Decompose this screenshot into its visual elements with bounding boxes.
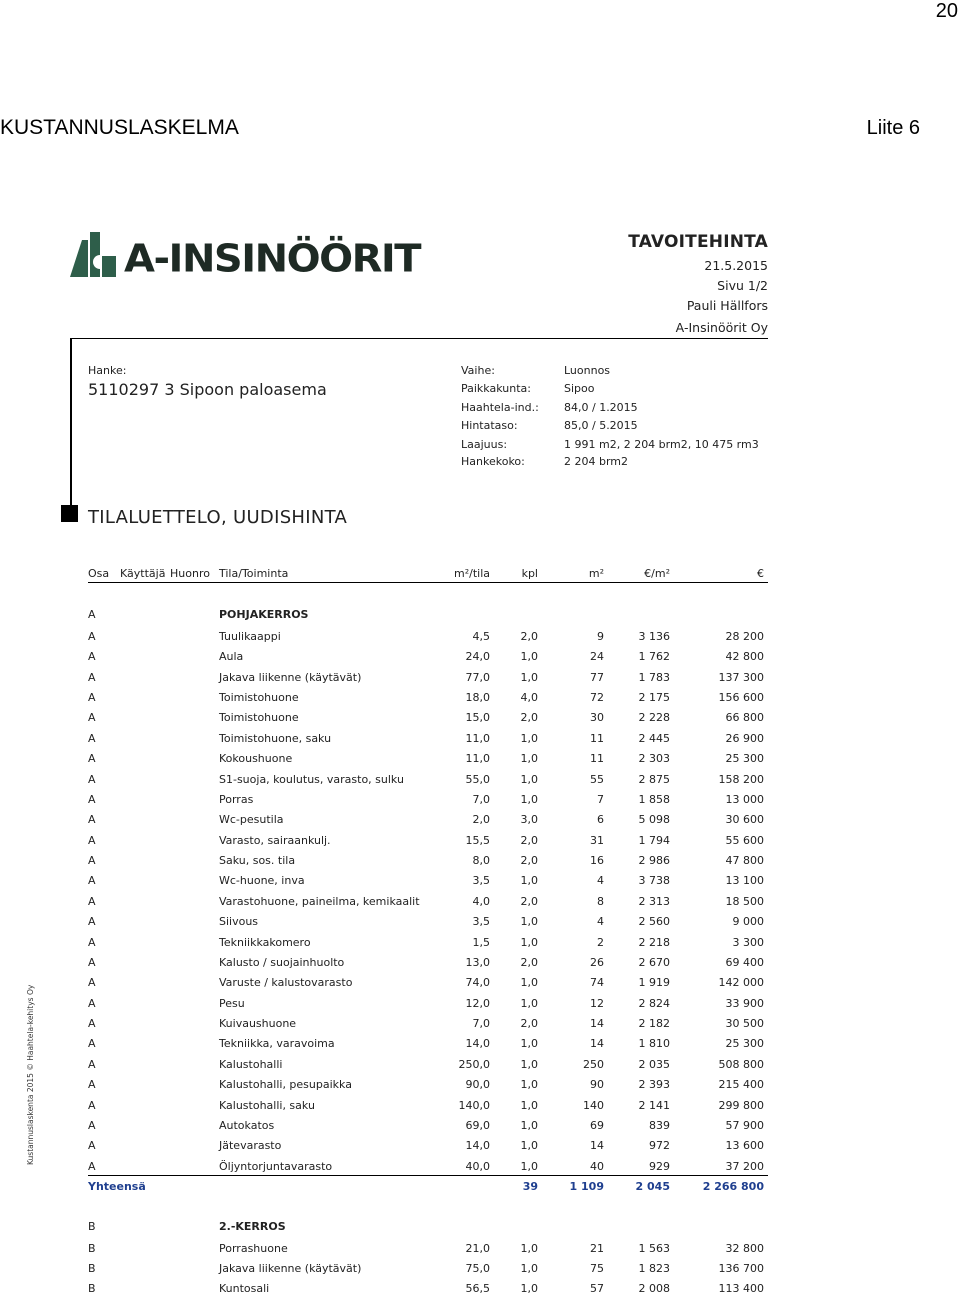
cell-eur-per-m2: 2 875 bbox=[638, 772, 670, 786]
cell-tila: Saku, sos. tila bbox=[219, 854, 296, 868]
cell-m2-per-tila: 56,5 bbox=[465, 1282, 490, 1296]
cell-eur: 32 800 bbox=[725, 1242, 764, 1255]
cell-m2-per-tila: 69,0 bbox=[465, 1118, 490, 1132]
total-eur-per-m2: 2 045 bbox=[635, 1180, 670, 1193]
cell-eur-per-m2: 2 303 bbox=[638, 752, 670, 766]
table-row bbox=[0, 895, 960, 911]
table-row bbox=[0, 1262, 960, 1278]
cell-osa: A bbox=[88, 1159, 96, 1173]
cell-m2: 11 bbox=[590, 731, 604, 745]
cell-kpl: 1,0 bbox=[520, 1057, 538, 1071]
info-value: 84,0 / 1.2015 bbox=[564, 401, 638, 414]
cell-eur-per-m2: 1 794 bbox=[638, 833, 670, 847]
cell-eur-per-m2: 1 810 bbox=[638, 1037, 670, 1051]
header-date: 21.5.2015 bbox=[704, 258, 768, 273]
cell-m2: 77 bbox=[590, 670, 604, 684]
cell-m2-per-tila: 75,0 bbox=[465, 1262, 490, 1276]
cell-osa: A bbox=[88, 935, 96, 949]
table-row bbox=[0, 1282, 960, 1298]
info-label: Hintataso: bbox=[461, 419, 518, 432]
cell-m2: 24 bbox=[590, 650, 604, 664]
cell-m2: 14 bbox=[590, 1037, 604, 1051]
cell-kpl: 2,0 bbox=[520, 1017, 538, 1031]
cell-eur: 13 600 bbox=[725, 1139, 764, 1153]
logo-text: A-INSINÖÖRIT bbox=[124, 237, 421, 281]
cell-eur: 13 000 bbox=[725, 792, 764, 806]
table-header-divider bbox=[88, 582, 768, 583]
cell-eur: 137 300 bbox=[718, 670, 764, 684]
cell-m2: 30 bbox=[590, 711, 604, 725]
cell-eur: 113 400 bbox=[718, 1282, 764, 1296]
cell-tila: S1-suoja, koulutus, varasto, sulku bbox=[219, 772, 404, 786]
table-row bbox=[0, 1160, 960, 1176]
info-value: 2 204 brm2 bbox=[564, 455, 629, 468]
cell-osa: A bbox=[88, 1118, 96, 1132]
cell-m2: 8 bbox=[597, 894, 604, 908]
cell-m2: 14 bbox=[590, 1139, 604, 1153]
cell-m2-per-tila: 74,0 bbox=[465, 976, 490, 990]
cell-tila: Autokatos bbox=[219, 1118, 275, 1132]
cell-m2: 26 bbox=[590, 955, 604, 969]
col-osa: Osa bbox=[88, 567, 110, 580]
cell-m2-per-tila: 12,0 bbox=[465, 996, 490, 1010]
cell-eur: 42 800 bbox=[725, 650, 764, 664]
cell-m2-per-tila: 8,0 bbox=[472, 854, 490, 868]
cell-eur: 158 200 bbox=[718, 772, 764, 786]
cell-eur: 9 000 bbox=[732, 915, 764, 929]
cell-m2-per-tila: 55,0 bbox=[465, 772, 490, 786]
cell-m2: 12 bbox=[590, 996, 604, 1010]
cell-tila: Wc-pesutila bbox=[219, 813, 284, 827]
cell-eur-per-m2: 2 445 bbox=[638, 731, 670, 745]
cell-tila: Toimistohuone bbox=[219, 691, 299, 705]
cell-eur-per-m2: 929 bbox=[649, 1159, 670, 1173]
cell-m2-per-tila: 4,0 bbox=[472, 894, 490, 908]
project-value: 5110297 3 Sipoon paloasema bbox=[88, 380, 327, 399]
cell-m2: 72 bbox=[590, 691, 604, 705]
cell-eur-per-m2: 2 560 bbox=[638, 915, 670, 929]
cell-m2: 16 bbox=[590, 854, 604, 868]
cell-m2: 69 bbox=[590, 1118, 604, 1132]
table-row bbox=[0, 854, 960, 870]
table-row bbox=[0, 691, 960, 707]
cell-eur-per-m2: 1 783 bbox=[638, 670, 670, 684]
table-row bbox=[0, 773, 960, 789]
cell-tila: Aula bbox=[219, 650, 244, 664]
cell-m2: 57 bbox=[590, 1282, 604, 1296]
cell-kpl: 4,0 bbox=[520, 691, 538, 705]
cell-tila: Kalustohalli, saku bbox=[219, 1098, 315, 1112]
cell-eur-per-m2: 2 986 bbox=[638, 854, 670, 868]
cell-m2-per-tila: 7,0 bbox=[472, 1017, 490, 1031]
cell-eur-per-m2: 3 136 bbox=[638, 630, 670, 643]
section-title: TILALUETTELO, UUDISHINTA bbox=[88, 507, 348, 528]
cell-eur: 66 800 bbox=[725, 711, 764, 725]
cell-tila: Pesu bbox=[219, 996, 245, 1010]
table-row bbox=[0, 671, 960, 687]
document-title: KUSTANNUSLASKELMA bbox=[0, 116, 239, 139]
cell-osa: A bbox=[88, 894, 96, 908]
cell-osa: A bbox=[88, 1098, 96, 1112]
cell-kpl: 1,0 bbox=[520, 935, 538, 949]
cell-osa: A bbox=[88, 955, 96, 969]
project-label: Hanke: bbox=[88, 364, 127, 377]
col-kpl: kpl bbox=[521, 567, 538, 580]
tavoitehinta-title: TAVOITEHINTA bbox=[628, 232, 768, 252]
col-huonro: Huonro bbox=[170, 567, 210, 580]
group-b-heading bbox=[0, 1220, 960, 1236]
attachment-label: Liite 6 bbox=[866, 117, 920, 139]
cell-m2-per-tila: 250,0 bbox=[458, 1057, 490, 1071]
cell-m2: 90 bbox=[590, 1078, 604, 1092]
cell-kpl: 2,0 bbox=[520, 854, 538, 868]
table-row bbox=[0, 1037, 960, 1053]
cell-osa: B bbox=[88, 1282, 96, 1296]
cell-tila: Jakava liikenne (käytävät) bbox=[219, 1262, 362, 1276]
table-row bbox=[0, 915, 960, 931]
table-row bbox=[0, 1099, 960, 1115]
cell-kpl: 1,0 bbox=[520, 772, 538, 786]
table-row bbox=[0, 1058, 960, 1074]
cell-tila: Tekniikkakomero bbox=[219, 935, 311, 949]
cell-tila: Kuntosali bbox=[219, 1282, 270, 1296]
cell-tila: Jätevarasto bbox=[219, 1139, 282, 1153]
cell-m2-per-tila: 11,0 bbox=[465, 731, 490, 745]
cell-tila: Toimistohuone bbox=[219, 711, 299, 725]
cell-eur-per-m2: 2 141 bbox=[638, 1098, 670, 1112]
header-company: A-Insinöörit Oy bbox=[675, 320, 768, 335]
col-kayttaja: Käyttäjä bbox=[120, 567, 166, 580]
cell-kpl: 2,0 bbox=[520, 833, 538, 847]
cell-eur: 13 100 bbox=[725, 874, 764, 888]
cell-kpl: 1,0 bbox=[520, 1118, 538, 1132]
cell-eur-per-m2: 2 035 bbox=[638, 1057, 670, 1071]
cell-eur: 299 800 bbox=[718, 1098, 764, 1112]
cell-kpl: 1,0 bbox=[520, 1242, 538, 1255]
cell-m2-per-tila: 3,5 bbox=[472, 874, 490, 888]
cell-osa: A bbox=[88, 792, 96, 806]
table-row bbox=[0, 976, 960, 992]
group-a-total bbox=[0, 1180, 960, 1196]
cell-osa: A bbox=[88, 670, 96, 684]
cell-eur-per-m2: 2 393 bbox=[638, 1078, 670, 1092]
table-row bbox=[0, 956, 960, 972]
cell-m2-per-tila: 18,0 bbox=[465, 691, 490, 705]
cell-kpl: 1,0 bbox=[520, 1262, 538, 1276]
info-value: Luonnos bbox=[564, 364, 611, 377]
cell-osa: A bbox=[88, 813, 96, 827]
cell-eur: 69 400 bbox=[725, 955, 764, 969]
col-m2-per-tila: m²/tila bbox=[454, 567, 490, 580]
cell-osa: A bbox=[88, 976, 96, 990]
cell-eur-per-m2: 2 008 bbox=[638, 1282, 670, 1296]
cell-tila: Kalustohalli bbox=[219, 1057, 283, 1071]
cell-m2: 7 bbox=[597, 792, 604, 806]
cell-eur: 142 000 bbox=[718, 976, 764, 990]
cell-kpl: 1,0 bbox=[520, 1159, 538, 1173]
cell-osa: B bbox=[88, 1242, 96, 1255]
cell-eur: 28 200 bbox=[725, 630, 764, 643]
cell-tila: Tekniikka, varavoima bbox=[219, 1037, 335, 1051]
cell-tila: Varastohuone, paineilma, kemikaalit bbox=[219, 894, 420, 908]
cell-kpl: 2,0 bbox=[520, 894, 538, 908]
table-row bbox=[0, 936, 960, 952]
cell-m2-per-tila: 15,5 bbox=[465, 833, 490, 847]
cell-tila: Tuulikaappi bbox=[219, 630, 281, 643]
cell-eur-per-m2: 2 218 bbox=[638, 935, 670, 949]
cell-tila: Kokoushuone bbox=[219, 752, 293, 766]
info-value: Sipoo bbox=[564, 382, 595, 395]
cell-osa: A bbox=[88, 752, 96, 766]
cell-tila: Porras bbox=[219, 792, 254, 806]
cell-eur-per-m2: 2 824 bbox=[638, 996, 670, 1010]
table-row bbox=[0, 997, 960, 1013]
cell-m2-per-tila: 14,0 bbox=[465, 1139, 490, 1153]
table-row bbox=[0, 1078, 960, 1094]
group-a-code: A bbox=[88, 608, 96, 621]
info-label: Paikkakunta: bbox=[461, 382, 531, 395]
cell-eur-per-m2: 5 098 bbox=[638, 813, 670, 827]
cell-eur: 57 900 bbox=[725, 1118, 764, 1132]
info-label: Vaihe: bbox=[461, 364, 495, 377]
cell-kpl: 1,0 bbox=[520, 650, 538, 664]
table-row bbox=[0, 1119, 960, 1135]
cell-tila: Öljyntorjuntavarasto bbox=[219, 1159, 333, 1173]
col-eur-per-m2: €/m² bbox=[644, 567, 670, 580]
cell-m2-per-tila: 24,0 bbox=[465, 650, 490, 664]
cell-eur-per-m2: 1 858 bbox=[638, 792, 670, 806]
total-divider bbox=[88, 1175, 768, 1176]
cell-tila: Varasto, sairaankulj. bbox=[219, 833, 331, 847]
cell-tila: Porrashuone bbox=[219, 1242, 288, 1255]
cell-eur: 25 300 bbox=[725, 752, 764, 766]
cell-eur-per-m2: 2 182 bbox=[638, 1017, 670, 1031]
cell-eur: 156 600 bbox=[718, 691, 764, 705]
cell-osa: A bbox=[88, 1017, 96, 1031]
cell-tila: Kuivaushuone bbox=[219, 1017, 297, 1031]
cell-osa: A bbox=[88, 996, 96, 1010]
cell-m2: 75 bbox=[590, 1262, 604, 1276]
info-label: Hankekoko: bbox=[461, 455, 525, 468]
col-eur: € bbox=[757, 567, 764, 580]
cell-kpl: 1,0 bbox=[520, 874, 538, 888]
cell-m2-per-tila: 1,5 bbox=[472, 935, 490, 949]
cell-m2: 55 bbox=[590, 772, 604, 786]
cell-eur: 55 600 bbox=[725, 833, 764, 847]
cell-eur-per-m2: 2 175 bbox=[638, 691, 670, 705]
cell-tila: Siivous bbox=[219, 915, 259, 929]
group-b-name: 2.-KERROS bbox=[219, 1220, 286, 1233]
cell-osa: A bbox=[88, 691, 96, 705]
cell-osa: A bbox=[88, 854, 96, 868]
cell-m2-per-tila: 14,0 bbox=[465, 1037, 490, 1051]
cell-m2-per-tila: 140,0 bbox=[458, 1098, 490, 1112]
cell-eur-per-m2: 3 738 bbox=[638, 874, 670, 888]
table-row bbox=[0, 711, 960, 727]
table-row bbox=[0, 732, 960, 748]
table-row bbox=[0, 813, 960, 829]
cell-m2: 9 bbox=[597, 630, 604, 643]
page-number: 20 bbox=[935, 0, 958, 22]
cell-eur: 136 700 bbox=[718, 1262, 764, 1276]
table-row bbox=[0, 650, 960, 666]
cell-kpl: 2,0 bbox=[520, 955, 538, 969]
cell-kpl: 1,0 bbox=[520, 670, 538, 684]
cell-m2: 6 bbox=[597, 813, 604, 827]
cell-m2-per-tila: 7,0 bbox=[472, 792, 490, 806]
cell-osa: A bbox=[88, 874, 96, 888]
table-row bbox=[0, 1017, 960, 1033]
cell-tila: Kalustohalli, pesupaikka bbox=[219, 1078, 352, 1092]
cell-osa: A bbox=[88, 1139, 96, 1153]
group-a-name: POHJAKERROS bbox=[219, 608, 309, 621]
cell-m2: 11 bbox=[590, 752, 604, 766]
group-b-code: B bbox=[88, 1220, 96, 1233]
cell-kpl: 2,0 bbox=[520, 630, 538, 643]
info-value: 85,0 / 5.2015 bbox=[564, 419, 638, 432]
cell-tila: Wc-huone, inva bbox=[219, 874, 305, 888]
cell-eur: 25 300 bbox=[725, 1037, 764, 1051]
cell-m2: 140 bbox=[583, 1098, 604, 1112]
cell-eur-per-m2: 2 670 bbox=[638, 955, 670, 969]
cell-m2-per-tila: 90,0 bbox=[465, 1078, 490, 1092]
cell-osa: A bbox=[88, 915, 96, 929]
cell-m2: 21 bbox=[590, 1242, 604, 1255]
cell-kpl: 1,0 bbox=[520, 792, 538, 806]
info-value: 1 991 m2, 2 204 brm2, 10 475 rm3 bbox=[564, 438, 759, 451]
header-author: Pauli Hällfors bbox=[686, 298, 768, 313]
cell-kpl: 3,0 bbox=[520, 813, 538, 827]
cell-eur: 37 200 bbox=[725, 1159, 764, 1173]
cell-osa: A bbox=[88, 1078, 96, 1092]
side-copyright-note: Kustannuslaskenta 2015 © Haahtela-kehitys Oy bbox=[26, 984, 35, 1165]
cell-kpl: 1,0 bbox=[520, 1098, 538, 1112]
total-label: Yhteensä bbox=[88, 1180, 146, 1193]
frame-vertical-line bbox=[70, 338, 72, 514]
cell-tila: Toimistohuone, saku bbox=[219, 731, 332, 745]
header-divider bbox=[70, 338, 768, 339]
cell-eur-per-m2: 1 919 bbox=[638, 976, 670, 990]
cell-osa: A bbox=[88, 1057, 96, 1071]
table-row bbox=[0, 1139, 960, 1155]
table-row bbox=[0, 752, 960, 768]
col-tila: Tila/Toiminta bbox=[219, 567, 289, 580]
cell-eur-per-m2: 839 bbox=[649, 1118, 670, 1132]
info-label: Haahtela-ind.: bbox=[461, 401, 539, 414]
cell-osa: A bbox=[88, 630, 96, 643]
cell-m2: 4 bbox=[597, 915, 604, 929]
table-row bbox=[0, 793, 960, 809]
cell-tila: Varuste / kalustovarasto bbox=[219, 976, 353, 990]
cell-kpl: 1,0 bbox=[520, 915, 538, 929]
cell-eur-per-m2: 1 762 bbox=[638, 650, 670, 664]
table-row bbox=[0, 834, 960, 850]
total-kpl: 39 bbox=[522, 1180, 538, 1193]
cell-kpl: 1,0 bbox=[520, 752, 538, 766]
cell-m2-per-tila: 21,0 bbox=[465, 1242, 490, 1255]
cell-eur-per-m2: 1 563 bbox=[638, 1242, 670, 1255]
table-row bbox=[0, 1242, 960, 1258]
cell-m2: 14 bbox=[590, 1017, 604, 1031]
cell-m2-per-tila: 11,0 bbox=[465, 752, 490, 766]
section-marker bbox=[61, 505, 78, 522]
cell-eur-per-m2: 1 823 bbox=[638, 1262, 670, 1276]
cell-kpl: 1,0 bbox=[520, 1282, 538, 1296]
header-page: Sivu 1/2 bbox=[717, 278, 768, 293]
cell-m2: 31 bbox=[590, 833, 604, 847]
cell-kpl: 1,0 bbox=[520, 731, 538, 745]
cell-m2-per-tila: 15,0 bbox=[465, 711, 490, 725]
cell-m2-per-tila: 2,0 bbox=[472, 813, 490, 827]
col-m2: m² bbox=[588, 567, 604, 580]
cell-tila: Jakava liikenne (käytävät) bbox=[219, 670, 362, 684]
a-insinoorit-logo-icon bbox=[70, 232, 118, 277]
cell-eur-per-m2: 2 313 bbox=[638, 894, 670, 908]
cell-m2: 250 bbox=[583, 1057, 604, 1071]
cell-m2: 2 bbox=[597, 935, 604, 949]
cell-eur: 30 600 bbox=[725, 813, 764, 827]
cell-eur-per-m2: 2 228 bbox=[638, 711, 670, 725]
cell-eur: 508 800 bbox=[718, 1057, 764, 1071]
cell-m2-per-tila: 77,0 bbox=[465, 670, 490, 684]
cell-osa: A bbox=[88, 1037, 96, 1051]
cell-osa: A bbox=[88, 772, 96, 786]
cell-kpl: 1,0 bbox=[520, 1139, 538, 1153]
cell-eur: 47 800 bbox=[725, 854, 764, 868]
info-label: Laajuus: bbox=[461, 438, 508, 451]
cell-eur: 26 900 bbox=[725, 731, 764, 745]
table-row bbox=[0, 630, 960, 646]
cell-m2: 40 bbox=[590, 1159, 604, 1173]
cell-eur: 18 500 bbox=[725, 894, 764, 908]
cell-osa: A bbox=[88, 711, 96, 725]
cell-m2-per-tila: 40,0 bbox=[465, 1159, 490, 1173]
cell-kpl: 1,0 bbox=[520, 976, 538, 990]
cell-kpl: 1,0 bbox=[520, 996, 538, 1010]
cell-eur: 3 300 bbox=[732, 935, 764, 949]
total-m2: 1 109 bbox=[569, 1180, 604, 1193]
cell-kpl: 2,0 bbox=[520, 711, 538, 725]
cell-eur: 33 900 bbox=[725, 996, 764, 1010]
total-eur: 2 266 800 bbox=[702, 1180, 764, 1193]
cell-osa: A bbox=[88, 833, 96, 847]
cell-osa: A bbox=[88, 731, 96, 745]
cell-osa: B bbox=[88, 1262, 96, 1276]
cell-tila: Kalusto / suojainhuolto bbox=[219, 955, 345, 969]
cell-m2-per-tila: 13,0 bbox=[465, 955, 490, 969]
cell-m2-per-tila: 3,5 bbox=[472, 915, 490, 929]
cell-osa: A bbox=[88, 650, 96, 664]
cell-m2-per-tila: 4,5 bbox=[472, 630, 490, 643]
cell-eur-per-m2: 972 bbox=[649, 1139, 670, 1153]
cell-eur: 30 500 bbox=[725, 1017, 764, 1031]
cell-eur: 215 400 bbox=[718, 1078, 764, 1092]
table-row bbox=[0, 874, 960, 890]
cell-m2: 74 bbox=[590, 976, 604, 990]
cell-kpl: 1,0 bbox=[520, 1078, 538, 1092]
cell-kpl: 1,0 bbox=[520, 1037, 538, 1051]
group-a-heading bbox=[0, 608, 960, 624]
cell-m2: 4 bbox=[597, 874, 604, 888]
